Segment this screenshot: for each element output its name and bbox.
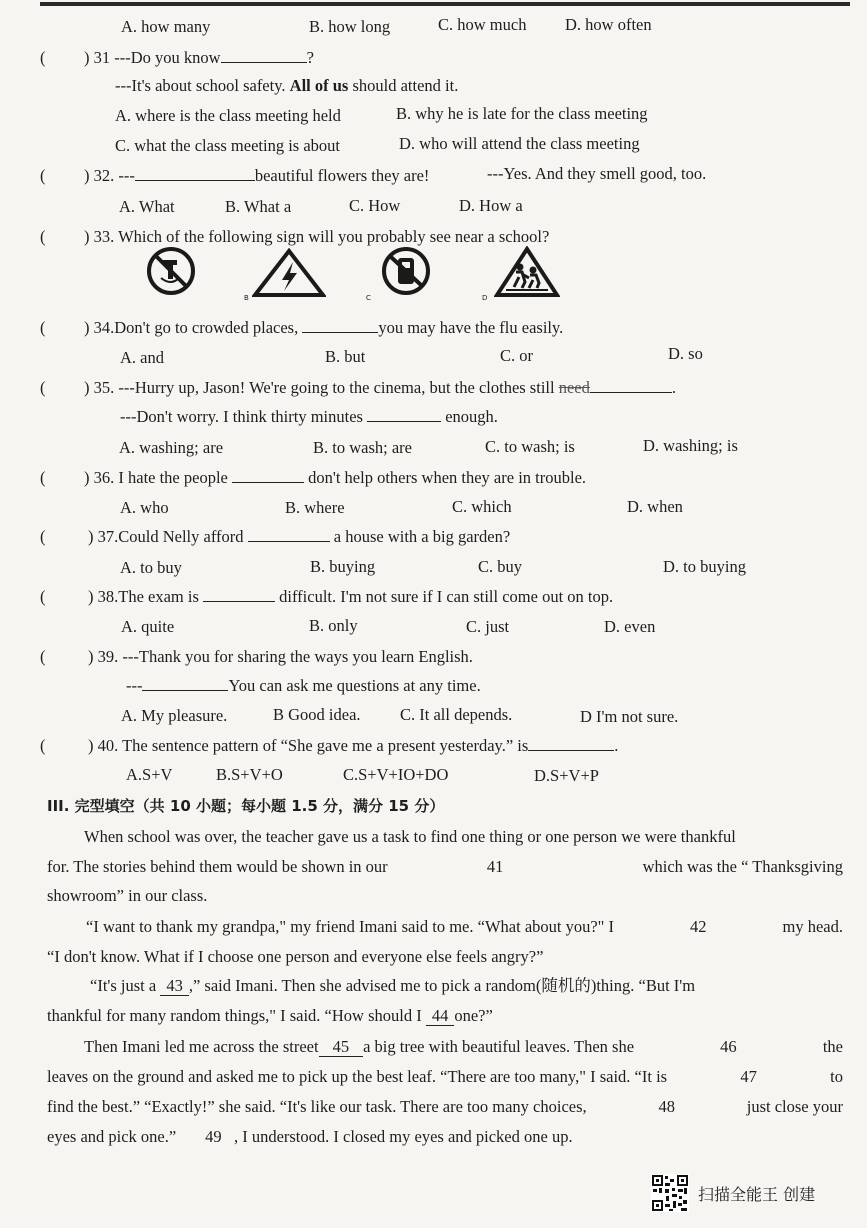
sign-letter-d: D <box>482 294 488 302</box>
sign-letter-c: C <box>366 294 371 302</box>
q37-option-b: B. buying <box>310 557 376 576</box>
q35-option-d: D. washing; is <box>643 436 738 455</box>
q34-stem: ) 34.Don't go to crowded places, you may have the flu easily. <box>84 318 564 337</box>
q32-option-b: B. What a <box>225 197 292 216</box>
q37-option-d: D. to buying <box>663 557 746 576</box>
q34-option-a: A. and <box>120 348 164 367</box>
no-drinking-sign-icon <box>146 246 196 296</box>
q39-option-d: D I'm not sure. <box>580 707 679 726</box>
q40-stem: ) 40. The sentence pattern of “She gave me a present yesterday.” is . <box>88 736 619 755</box>
q39-paren-open: ( <box>40 647 46 666</box>
q36-option-d: D. when <box>627 497 683 516</box>
passage-line-9: leaves on the ground and asked me to pick up the best leaf. “There are too many," I said. “It is 47 to <box>47 1067 843 1086</box>
q31-option-a: A. where is the class meeting held <box>115 106 341 125</box>
school-crossing-sign-icon <box>494 246 560 298</box>
q35-option-c: C. to wash; is <box>485 437 575 456</box>
q34-paren-open: ( <box>40 318 46 337</box>
q30-option-c: C. how much <box>438 15 527 34</box>
q33-sign-images <box>140 246 560 302</box>
q31-option-c: C. what the class meeting is about <box>115 136 340 155</box>
q40-option-c: C.S+V+IO+DO <box>343 765 449 784</box>
q35-reply: ---Don't worry. I think thirty minutes enough. <box>120 407 498 426</box>
section-title: III. 完型填空（共 10 小题；每小题 1.5 分，满分 15 分） <box>47 797 445 815</box>
q32-option-c: C. How <box>349 196 401 215</box>
q37-option-a: A. to buy <box>120 558 182 577</box>
q35-paren-open: ( <box>40 378 46 397</box>
q34-option-c: C. or <box>500 346 533 365</box>
q34-option-b: B. but <box>325 347 366 366</box>
q36-option-c: C. which <box>452 497 512 516</box>
q36-paren-open: ( <box>40 468 46 487</box>
q30-option-a: A. how many <box>121 17 211 36</box>
q40-option-b: B.S+V+O <box>216 765 283 784</box>
q32-reply: ---Yes. And they smell good, too. <box>487 164 707 183</box>
q37-paren-open: ( <box>40 527 46 546</box>
q38-option-c: C. just <box>466 617 510 636</box>
q32-paren-open: ( <box>40 166 46 185</box>
passage-line-6: “It's just a 43 ,” said Imani. Then she advised me to pick a random(随机的)thing. “But I'm <box>90 976 696 995</box>
q35-stem: ) 35. ---Hurry up, Jason! We're going to the cinema, but the clothes still need . <box>84 378 676 397</box>
q39-reply: --- You can ask me questions at any time. <box>126 676 481 695</box>
q39-option-c: C. It all depends. <box>400 705 513 724</box>
passage-line-7: thankful for many random things," I said. “How should I 44 one?” <box>47 1006 493 1025</box>
q34-option-d: D. so <box>668 344 703 363</box>
passage-line-11: eyes and pick one.” 49 , I understood. I closed my eyes and picked one up. <box>47 1127 573 1146</box>
passage-line-8: Then Imani led me across the street 45 a big tree with beautiful leaves. Then she 46 the <box>84 1037 843 1056</box>
qr-code-icon <box>651 1174 689 1212</box>
top-border <box>40 2 850 6</box>
q30-option-d: D. how often <box>565 15 652 34</box>
q31-reply: ---It's about school safety. All of us should attend it. <box>115 76 459 95</box>
scanner-watermark: 扫描全能王 创建 <box>698 1185 816 1204</box>
q32-stem: ) 32. --- beautiful flowers they are! <box>84 166 430 185</box>
q32-option-d: D. How a <box>459 196 523 215</box>
passage-line-4: “I want to thank my grandpa," my friend Imani said to me. “What about you?" I 42 my head. <box>86 917 843 936</box>
passage-line-3: showroom” in our class. <box>47 886 208 905</box>
q40-paren-open: ( <box>40 736 46 755</box>
q35-option-a: A. washing; are <box>119 438 224 457</box>
no-littering-sign-icon <box>380 246 432 296</box>
q35-option-b: B. to wash; are <box>313 438 412 457</box>
passage-line-2: for. The stories behind them would be shown in our 41 which was the “ Thanksgiving <box>47 857 843 876</box>
passage-line-10: find the best.” “Exactly!” she said. “It's like our task. There are too many choices, 48 just close your <box>47 1097 843 1116</box>
q36-option-a: A. who <box>120 498 169 517</box>
q31-option-d: D. who will attend the class meeting <box>399 134 640 153</box>
q38-option-a: A. quite <box>121 617 175 636</box>
passage-line-1: When school was over, the teacher gave us a task to find one thing or one person we were thankful <box>84 827 736 846</box>
q32-option-a: A. What <box>119 197 175 216</box>
q39-stem: ) 39. ---Thank you for sharing the ways you learn English. <box>88 647 473 666</box>
q38-paren-open: ( <box>40 587 46 606</box>
q40-option-d: D.S+V+P <box>534 766 599 785</box>
q37-stem: ) 37.Could Nelly afford a house with a big garden? <box>88 527 511 546</box>
q33-paren-open: ( <box>40 227 46 246</box>
q39-option-a: A. My pleasure. <box>121 706 228 725</box>
q39-option-b: B Good idea. <box>273 705 361 724</box>
q31-paren-open: ( <box>40 48 46 67</box>
q33-stem: ) 33. Which of the following sign will you probably see near a school? <box>84 227 550 246</box>
q37-option-c: C. buy <box>478 557 523 576</box>
q30-option-b: B. how long <box>309 17 391 36</box>
q36-option-b: B. where <box>285 498 345 517</box>
high-voltage-warning-icon <box>252 248 326 298</box>
q31-option-b: B. why he is late for the class meeting <box>396 104 648 123</box>
sign-letter-b: B <box>244 294 249 302</box>
q38-option-d: D. even <box>604 617 656 636</box>
passage-line-5: “I don't know. What if I choose one person and everyone else feels angry?” <box>47 947 544 966</box>
q31-stem: ) 31 ---Do you know ? <box>84 48 314 67</box>
q38-stem: ) 38.The exam is difficult. I'm not sure if I can still come out on top. <box>88 587 614 606</box>
q36-stem: ) 36. I hate the people don't help others when they are in trouble. <box>84 468 587 487</box>
q40-option-a: A.S+V <box>126 765 173 784</box>
q38-option-b: B. only <box>309 616 358 635</box>
